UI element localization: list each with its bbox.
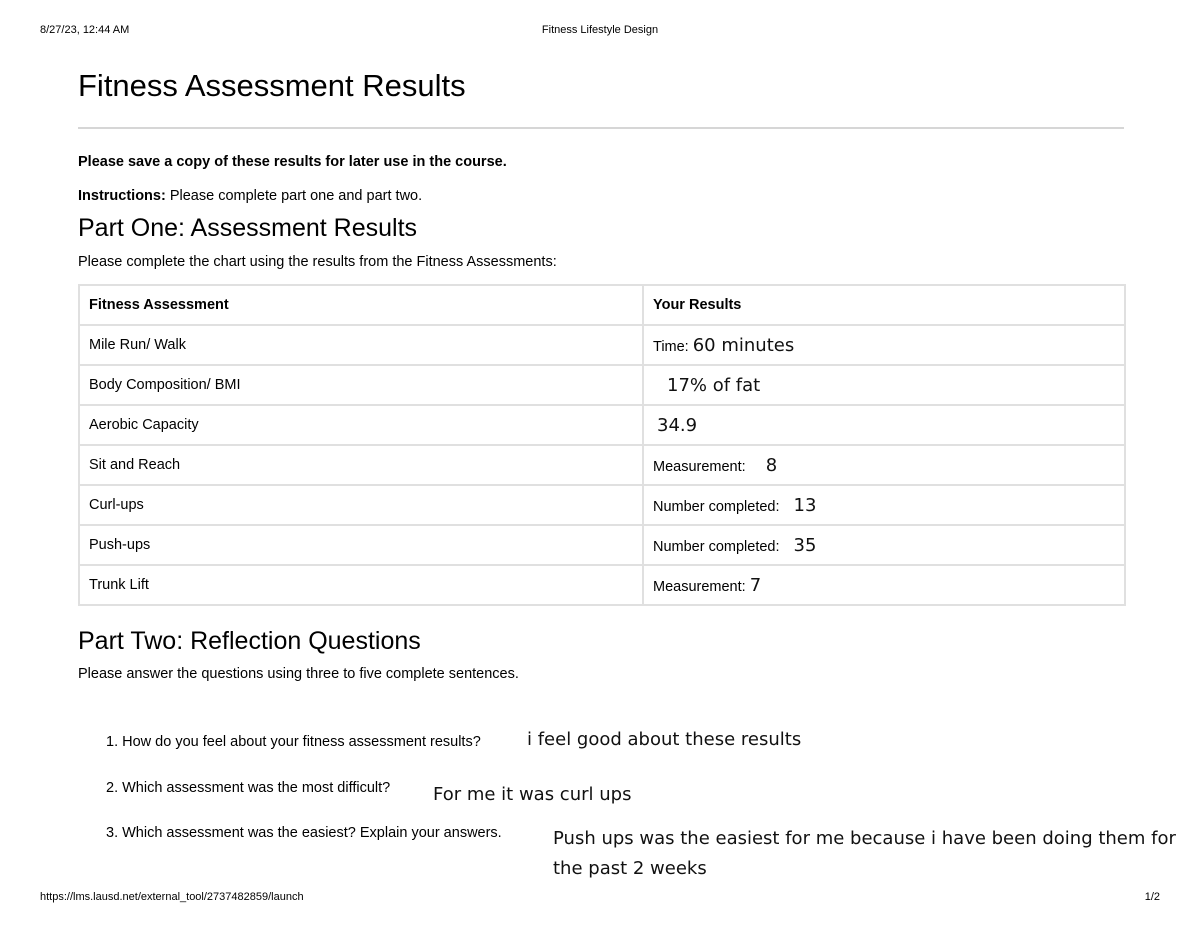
result-answer: 35 <box>793 534 817 556</box>
result-answer: 7 <box>749 574 762 596</box>
assessment-name: Body Composition/ BMI <box>79 365 643 405</box>
part-one-heading: Part One: Assessment Results <box>78 214 418 242</box>
page-title: Fitness Assessment Results <box>78 68 466 103</box>
part-two-heading: Part Two: Reflection Questions <box>78 627 421 655</box>
print-header-title: Fitness Lifestyle Design <box>541 24 659 36</box>
table-row <box>79 485 1125 525</box>
table-row <box>79 565 1125 605</box>
answer-3 <box>553 824 1193 884</box>
question-2: 2. Which assessment was the most difficult? <box>106 780 391 796</box>
result-answer: 17% of fat <box>667 374 761 396</box>
answer-1: i feel good about these results <box>527 729 802 750</box>
assessment-name: Aerobic Capacity <box>79 405 643 445</box>
part-two-lead: Please answer the questions using three to five complete sentences. <box>78 666 519 682</box>
result-answer: 8 <box>765 454 778 476</box>
answer-3-line-2: the past 2 weeks <box>553 858 707 879</box>
result-answer: 34.9 <box>657 414 698 436</box>
answer-3-line-1: Push ups was the easiest for me because i have been doing them for <box>553 828 1176 849</box>
result-label: Number completed: <box>653 498 780 515</box>
result-cell <box>643 325 1125 365</box>
result-label: Measurement: <box>653 578 746 595</box>
answer-2: For me it was curl ups <box>433 784 632 805</box>
question-1: 1. How do you feel about your fitness assessment results? <box>106 734 481 750</box>
table-row <box>79 325 1125 365</box>
assessment-name: Trunk Lift <box>79 565 643 605</box>
result-cell <box>643 445 1125 485</box>
table-row <box>79 525 1125 565</box>
result-cell <box>643 405 1125 445</box>
column-header-assessment: Fitness Assessment <box>79 285 643 325</box>
result-label: Number completed: <box>653 538 780 555</box>
assessment-name: Push-ups <box>79 525 643 565</box>
result-answer: 60 minutes <box>692 334 795 356</box>
result-label: Measurement: <box>653 458 746 475</box>
result-cell <box>643 525 1125 565</box>
assessment-name: Curl-ups <box>79 485 643 525</box>
save-notice: Please save a copy of these results for later use in the course. <box>78 154 507 170</box>
table-row <box>79 405 1125 445</box>
instructions-label: Instructions: <box>78 188 166 204</box>
table-row <box>79 445 1125 485</box>
result-answer: 13 <box>793 494 817 516</box>
instructions-text: Please complete part one and part two. <box>165 188 423 204</box>
assessment-name: Sit and Reach <box>79 445 643 485</box>
print-footer-url: https://lms.lausd.net/external_tool/2737482859/launch <box>40 891 304 903</box>
print-header-datetime: 8/27/23, 12:44 AM <box>40 24 130 36</box>
assessment-results-table <box>78 284 1126 606</box>
question-3: 3. Which assessment was the easiest? Explain your answers. <box>106 825 502 841</box>
print-footer-page: 1/2 <box>1144 891 1160 903</box>
document-content <box>78 60 1124 683</box>
result-cell <box>643 485 1125 525</box>
result-cell <box>643 365 1125 405</box>
table-header-row <box>79 285 1125 325</box>
part-one-lead: Please complete the chart using the results from the Fitness Assessments: <box>78 254 557 270</box>
column-header-results: Your Results <box>643 285 1125 325</box>
result-label: Time: <box>653 338 689 355</box>
result-cell <box>643 565 1125 605</box>
table-row <box>79 365 1125 405</box>
assessment-name: Mile Run/ Walk <box>79 325 643 365</box>
title-divider <box>78 127 1124 129</box>
instructions <box>78 187 1124 205</box>
